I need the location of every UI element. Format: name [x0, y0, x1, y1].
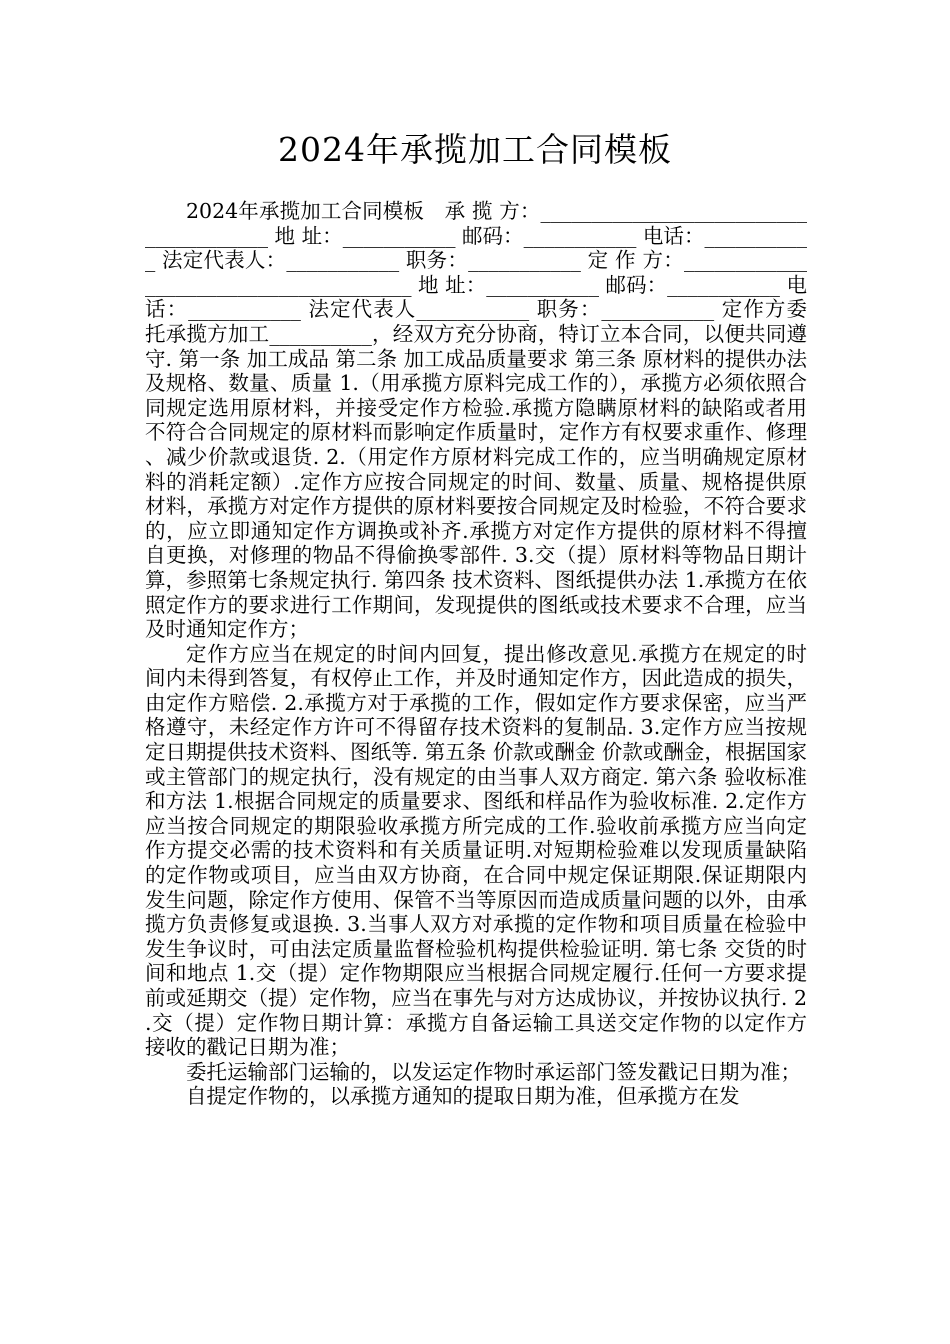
- document-body: [145, 199, 807, 1109]
- body-paragraph-2: 定作方应当在规定的时间内回复，提出修改意见.承揽方在规定的时间内未得到答复，有权停止工作，并及时通知定作方，因此造成的损失，由定作方赔偿. 2.承揽方对于承揽的工作，假如定作方要求保密，应当严格遵守，未经定作方许可不得留存技术资料的复制品. 3.定作方应当按规定日期提供技术资料、图纸等. 第五条 价款或酬金 价款或酬金，根据国家或主管部门的规定执行，没有规定的由当事人双方商定. 第六条 验收标准和方法 1.根据合同规定的质量要求、图纸和样品作为验收标准. 2.定作方应当按合同规定的期限验收承揽方所完成的工作.验收前承揽方应当向定作方提交必需的技术资料和有关质量证明.对短期检验难以发现质量缺陷的定作物或项目，应当由双方协商，在合同中规定保证期限.保证期限内发生问题，除定作方使用、保管不当等原因而造成质量问题的以外，由承揽方负责修复或退换. 3.当事人双方对承揽的定作物和项目质量在检验中发生争议时，可由法定质量监督检验机构提供检验证明. 第七条 交货的时间和地点 1.交（提）定作物期限应当根据合同规定履行.任何一方要求提前或延期交（提）定作物，应当在事先与对方达成协议，并按协议执行. 2.交（提）定作物日期计算：承揽方自备运输工具送交定作物的以定作方接收的戳记日期为准；: [145, 641, 807, 1060]
- document-title: 2024年承揽加工合同模板: [278, 130, 672, 169]
- body-paragraph-1: 2024年承揽加工合同模板 承 揽 方：______________________________________ 地 址：___________ 邮码：___________ 电话：___________ 法定代表人：___________ 职务：___________ 定 作 方：______________________________________ 地 址：___________ 邮码：___________ 电话：___________ 法定代表人___________ 职务：___________ 定作方委托承揽方加工__________，经双方充分协商，特订立本合同，以便共同遵守. 第一条 加工成品 第二条 加工成品质量要求 第三条 原材料的提供办法及规格、数量、质量 1.（用承揽方原料完成工作的），承揽方必须依照合同规定选用原材料，并接受定作方检验.承揽方隐瞒原材料的缺陷或者用不符合合同规定的原材料而影响定作质量时，定作方有权要求重作、修理、减少价款或退货. 2.（用定作方原材料完成工作的，应当明确规定原材料的消耗定额）.定作方应按合同规定的时间、数量、质量、规格提供原材料，承揽方对定作方提供的原材料要按合同规定及时检验，不符合要求的，应立即通知定作方调换或补齐.承揽方对定作方提供的原材料不得擅自更换，对修理的物品不得偷换零部件. 3.交（提）原材料等物品日期计算，参照第七条规定执行. 第四条 技术资料、图纸提供办法 1.承揽方在依照定作方的要求进行工作期间，发现提供的图纸或技术要求不合理，应当及时通知定作方；: [145, 199, 807, 642]
- body-paragraph-4: 自提定作物的，以承揽方通知的提取日期为准，但承揽方在发: [186, 1084, 740, 1109]
- body-paragraph-3: 委托运输部门运输的，以发运定作物时承运部门签发戳记日期为准；: [186, 1059, 801, 1084]
